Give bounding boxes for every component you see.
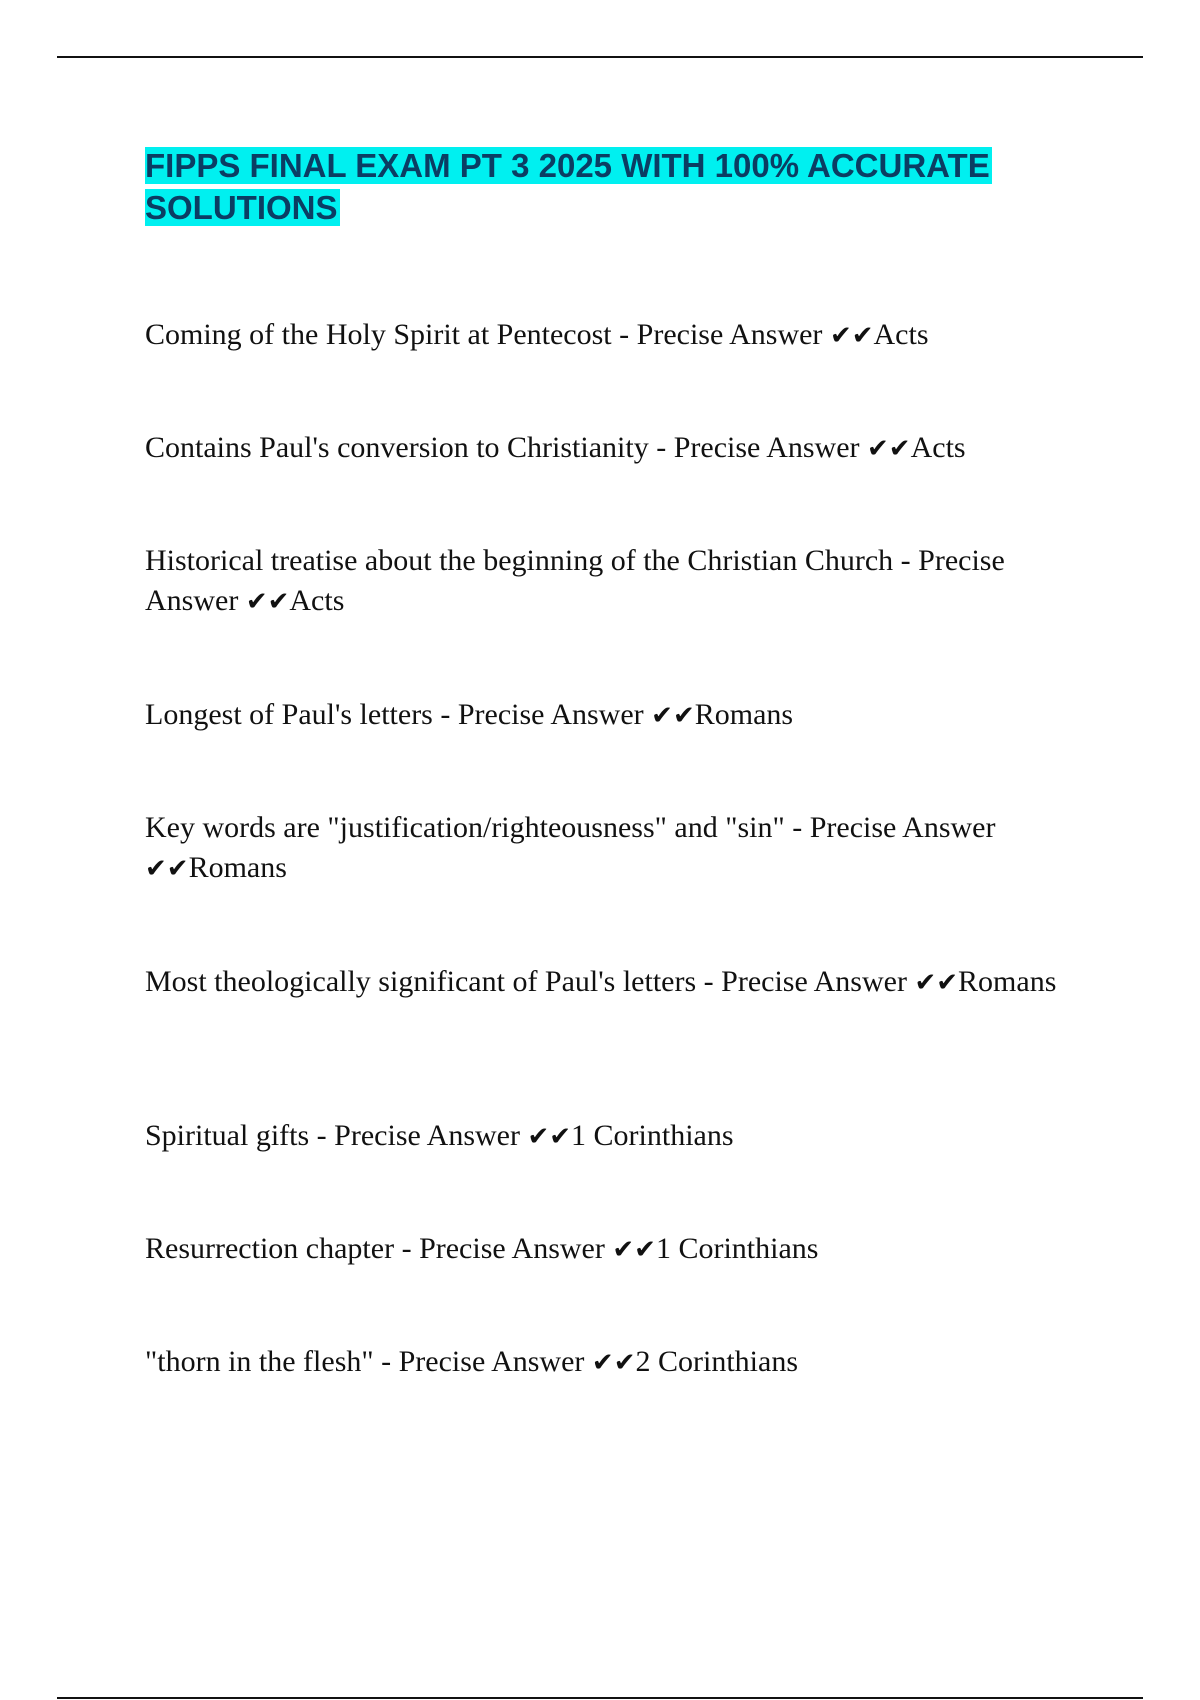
answer-label: Precise Answer xyxy=(145,544,1005,617)
double-check-icon: ✔✔ xyxy=(651,701,695,731)
answer-text: Romans xyxy=(694,698,794,731)
question-text: Longest of Paul's letters xyxy=(145,698,433,731)
title-line-1: FIPPS FINAL EXAM PT 3 2025 WITH 100% ACCURATE xyxy=(145,147,990,184)
double-check-icon: ✔✔ xyxy=(867,434,911,464)
answer-label: Precise Answer xyxy=(673,431,860,464)
answer-label: Precise Answer xyxy=(334,1119,520,1152)
answer-label: Precise Answer xyxy=(721,965,907,998)
qa-item: Resurrection chapter - Precise Answer ✔✔1 Corinthians xyxy=(145,1232,819,1265)
title-line-2: SOLUTIONS xyxy=(145,189,338,226)
answer-label: Precise Answer xyxy=(636,318,823,351)
question-text: Resurrection chapter xyxy=(145,1232,395,1265)
qa-item: Contains Paul's conversion to Christianity - Precise Answer ✔✔Acts xyxy=(145,431,966,464)
answer-text: 2 Corinthians xyxy=(635,1345,798,1378)
question-text: Contains Paul's conversion to Christianity xyxy=(145,431,649,464)
double-check-icon: ✔✔ xyxy=(914,968,959,998)
double-check-icon: ✔✔ xyxy=(591,1348,636,1378)
qa-item: Coming of the Holy Spirit at Pentecost - Precise Answer ✔✔Acts xyxy=(145,318,929,351)
bottom-rule xyxy=(57,1697,1143,1699)
qa-item: Most theologically significant of Paul's letters - Precise Answer ✔✔Romans xyxy=(145,965,1057,998)
answer-text: Acts xyxy=(289,584,345,617)
answer-text: Acts xyxy=(873,318,929,351)
answer-text: Romans xyxy=(188,851,287,884)
question-text: Historical treatise about the beginning of the Christian Church xyxy=(145,544,894,577)
answer-label: Precise Answer xyxy=(398,1345,585,1378)
answer-text: Acts xyxy=(910,431,966,464)
double-check-icon: ✔✔ xyxy=(527,1122,572,1152)
double-check-icon: ✔✔ xyxy=(145,854,189,884)
answer-label: Precise Answer xyxy=(419,1232,605,1265)
question-text: Key words are "justification/righteousness" and "sin" xyxy=(145,811,785,844)
qa-item: Historical treatise about the beginning of the Christian Church - Precise Answer ✔✔Acts xyxy=(145,544,1005,617)
qa-item: Spiritual gifts - Precise Answer ✔✔1 Corinthians xyxy=(145,1119,734,1152)
answer-text: 1 Corinthians xyxy=(655,1232,819,1265)
answer-text: Romans xyxy=(958,965,1057,998)
answer-text: 1 Corinthians xyxy=(571,1119,734,1152)
question-text: Spiritual gifts xyxy=(145,1119,310,1152)
question-text: "thorn in the flesh" xyxy=(145,1345,374,1378)
answer-label: Precise Answer xyxy=(457,698,644,731)
answer-label: Precise Answer xyxy=(809,811,996,844)
top-rule xyxy=(57,56,1143,58)
question-text: Coming of the Holy Spirit at Pentecost xyxy=(145,318,612,351)
double-check-icon: ✔✔ xyxy=(829,321,874,351)
qa-item: Key words are "justification/righteousness" and "sin" - Precise Answer ✔✔Romans xyxy=(145,811,996,884)
document-title xyxy=(145,145,1085,229)
qa-item: Longest of Paul's letters - Precise Answer ✔✔Romans xyxy=(145,698,794,731)
question-text: Most theologically significant of Paul's letters xyxy=(145,965,697,998)
double-check-icon: ✔✔ xyxy=(612,1235,656,1265)
qa-item: "thorn in the flesh" - Precise Answer ✔✔2 Corinthians xyxy=(145,1345,798,1378)
double-check-icon: ✔✔ xyxy=(245,587,290,617)
